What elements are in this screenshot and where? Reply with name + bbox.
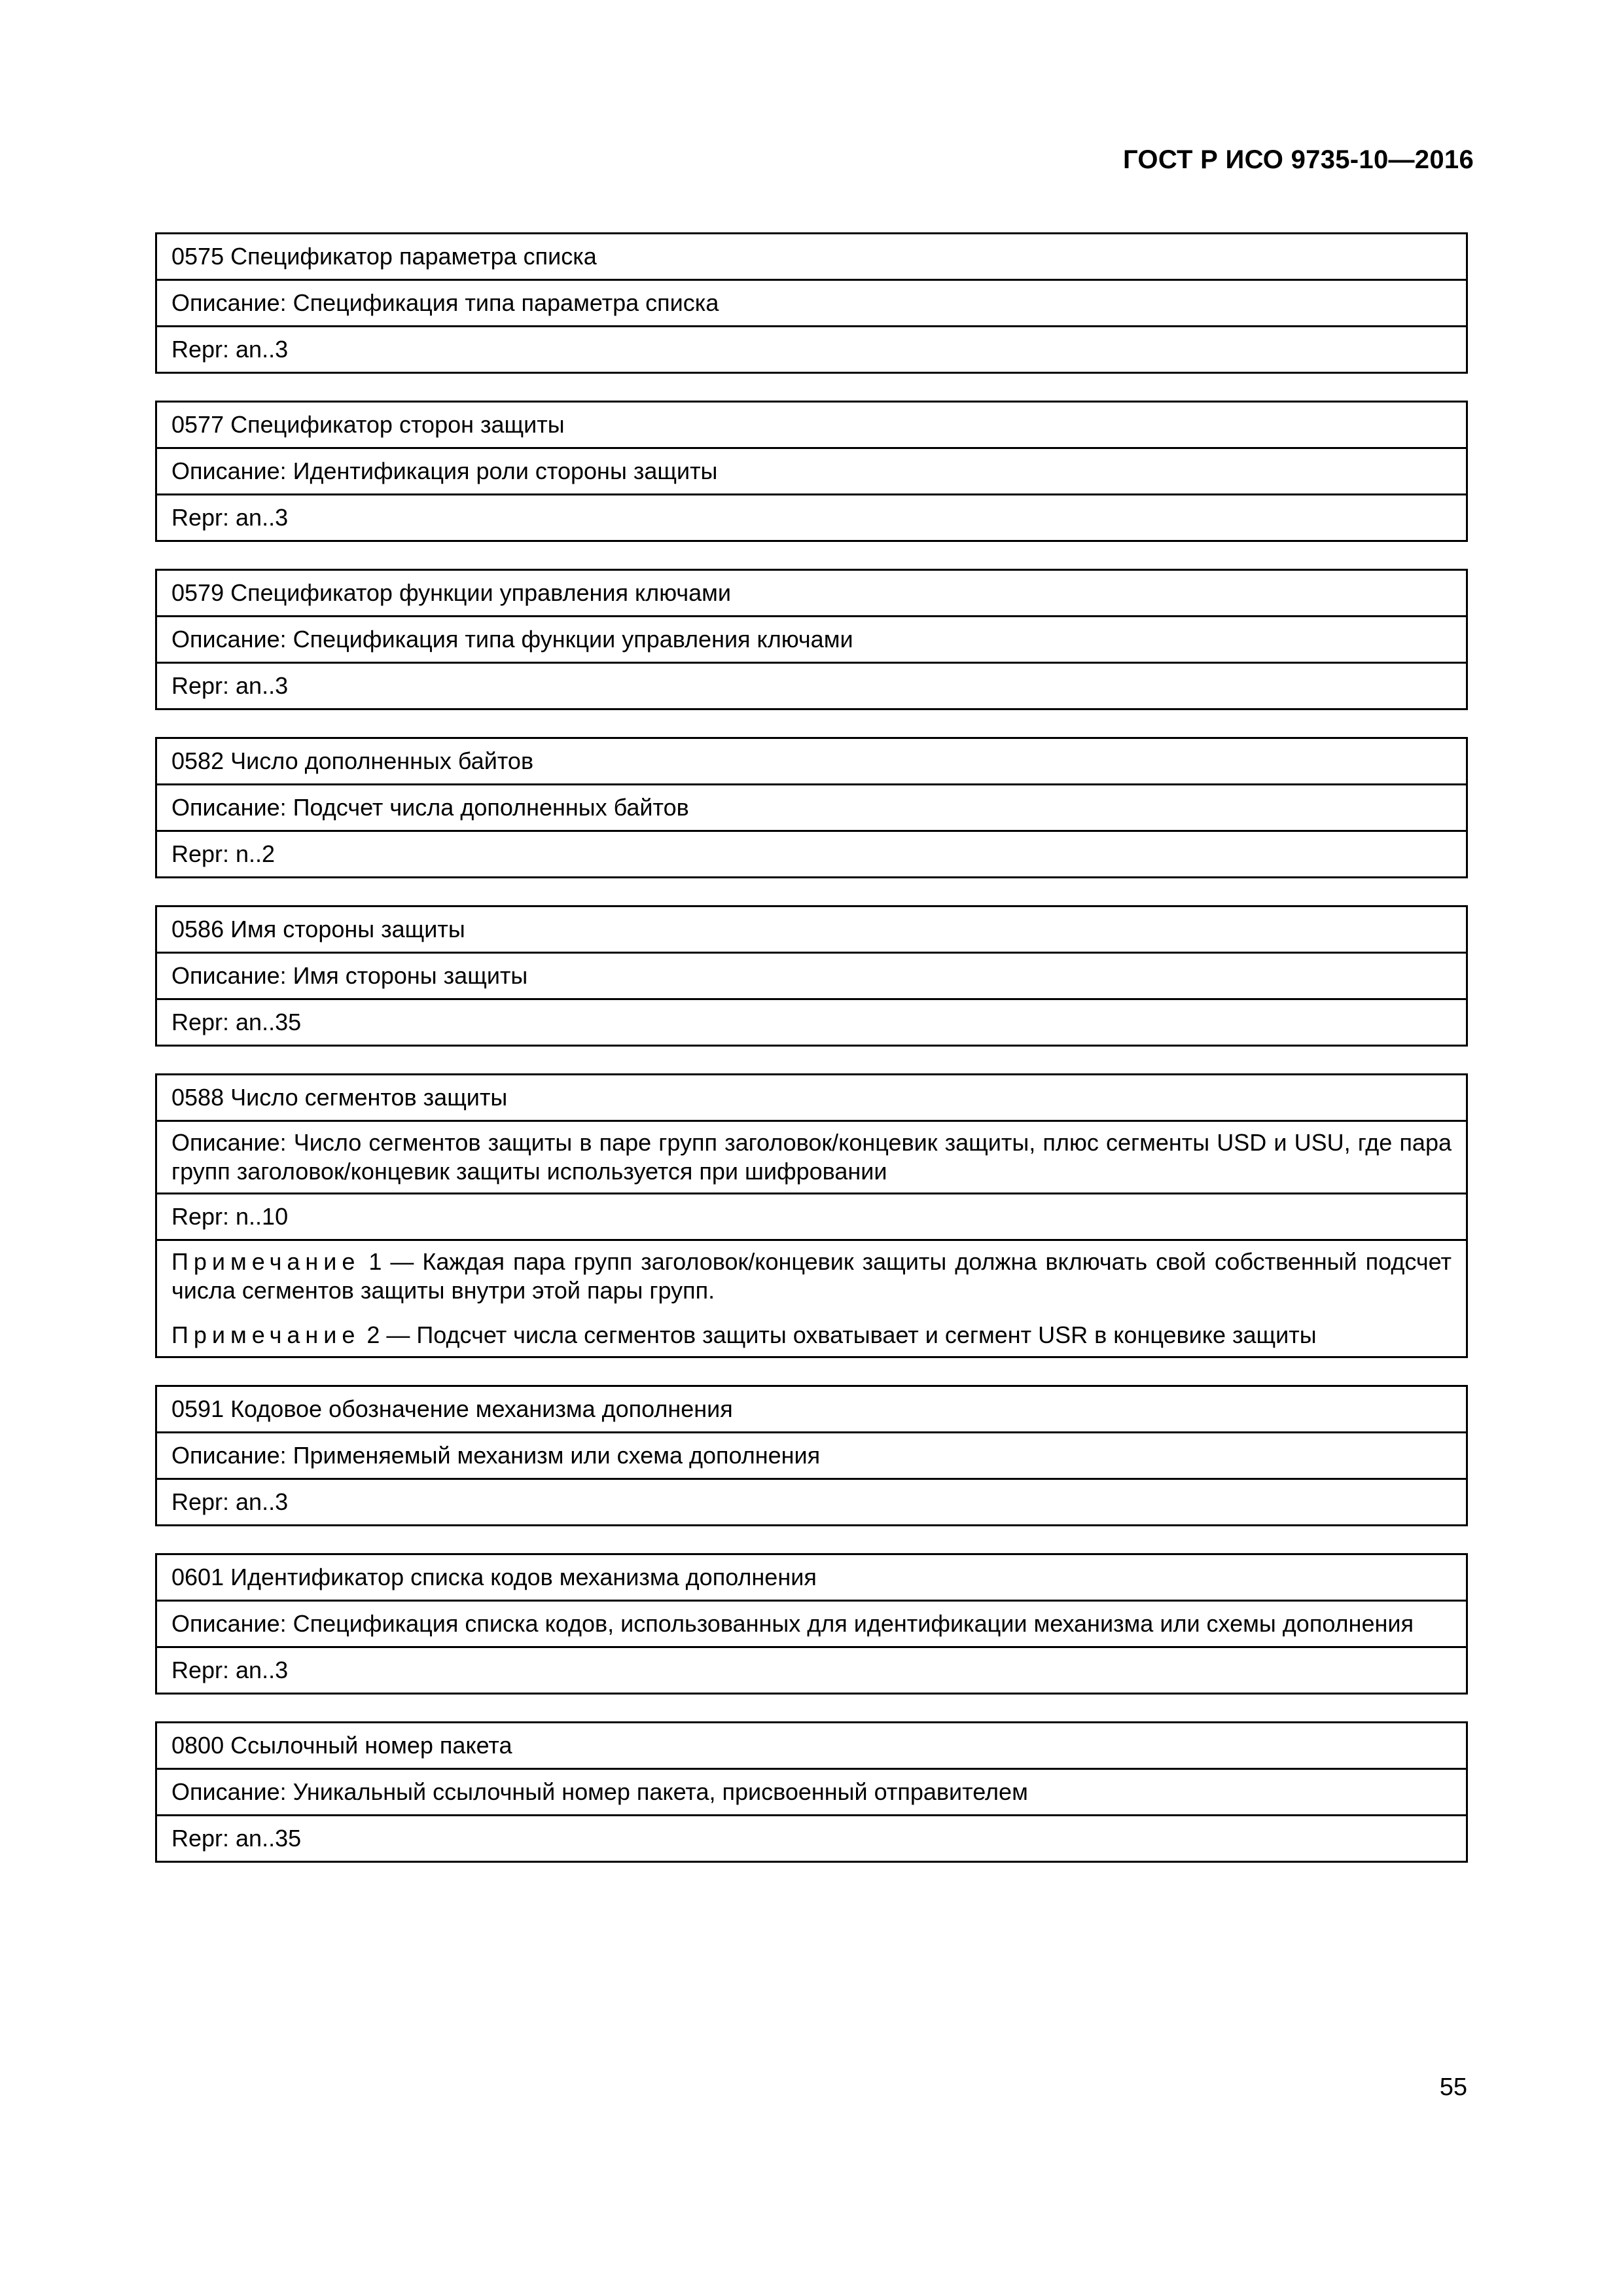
element-description: Описание: Идентификация роли стороны защиты <box>156 448 1467 495</box>
element-repr: Repr: an..3 <box>156 1647 1467 1694</box>
note-label: Примечание <box>171 1248 361 1275</box>
document-standard-header: ГОСТ Р ИСО 9735-10—2016 <box>1122 145 1474 174</box>
element-title: 0588 Число сегментов защиты <box>156 1075 1467 1121</box>
element-description: Описание: Спецификация списка кодов, использованных для идентификации механизма или схемы дополнения <box>156 1601 1467 1647</box>
element-notes <box>156 1240 1467 1357</box>
data-element-table <box>155 401 1468 542</box>
element-repr: Repr: an..3 <box>156 1479 1467 1526</box>
element-title: 0591 Кодовое обозначение механизма дополнения <box>156 1386 1467 1433</box>
data-element-table <box>155 1721 1468 1863</box>
data-element-table <box>155 737 1468 878</box>
element-description: Описание: Спецификация типа функции управления ключами <box>156 617 1467 663</box>
element-repr: Repr: an..3 <box>156 495 1467 541</box>
data-element-table <box>155 905 1468 1047</box>
element-description: Описание: Уникальный ссылочный номер пакета, присвоенный отправителем <box>156 1769 1467 1816</box>
element-title: 0582 Число дополненных байтов <box>156 738 1467 785</box>
note-label: Примечание <box>171 1321 361 1348</box>
element-description: Описание: Имя стороны защиты <box>156 953 1467 999</box>
element-title: 0579 Спецификатор функции управления ключами <box>156 570 1467 617</box>
element-description: Описание: Применяемый механизм или схема дополнения <box>156 1433 1467 1479</box>
note-2 <box>171 1321 1452 1350</box>
note-1 <box>171 1247 1452 1305</box>
data-element-table <box>155 1553 1468 1695</box>
element-title: 0575 Спецификатор параметра списка <box>156 234 1467 280</box>
data-element-table <box>155 1385 1468 1526</box>
data-element-table <box>155 1073 1468 1358</box>
note-text: 1 — Каждая пара групп заголовок/концевик защиты должна включать свой собственный подсчет числа сегментов защиты внутри этой пары групп. <box>171 1248 1452 1304</box>
element-repr: Repr: an..3 <box>156 663 1467 709</box>
element-repr: Repr: an..35 <box>156 1816 1467 1862</box>
element-title: 0601 Идентификатор списка кодов механизма дополнения <box>156 1554 1467 1601</box>
page-number: 55 <box>1439 2073 1467 2101</box>
element-repr: Repr: an..35 <box>156 999 1467 1046</box>
note-text: 2 — Подсчет числа сегментов защиты охватывает и сегмент USR в концевике защиты <box>360 1321 1317 1348</box>
element-repr: Repr: n..10 <box>156 1194 1467 1240</box>
element-repr: Repr: n..2 <box>156 831 1467 878</box>
element-repr: Repr: an..3 <box>156 327 1467 373</box>
element-title: 0577 Спецификатор сторон защиты <box>156 402 1467 448</box>
element-description: Описание: Спецификация типа параметра списка <box>156 280 1467 327</box>
element-title: 0586 Имя стороны защиты <box>156 906 1467 953</box>
element-description: Описание: Число сегментов защиты в паре групп заголовок/концевик защиты, плюс сегменты USD и USU, где пара групп заголовок/концевик защиты используется при шифровании <box>156 1121 1467 1194</box>
element-title: 0800 Ссылочный номер пакета <box>156 1723 1467 1769</box>
data-element-table <box>155 232 1468 374</box>
element-description: Описание: Подсчет числа дополненных байтов <box>156 785 1467 831</box>
data-element-table <box>155 569 1468 710</box>
data-element-list <box>155 232 1468 1890</box>
